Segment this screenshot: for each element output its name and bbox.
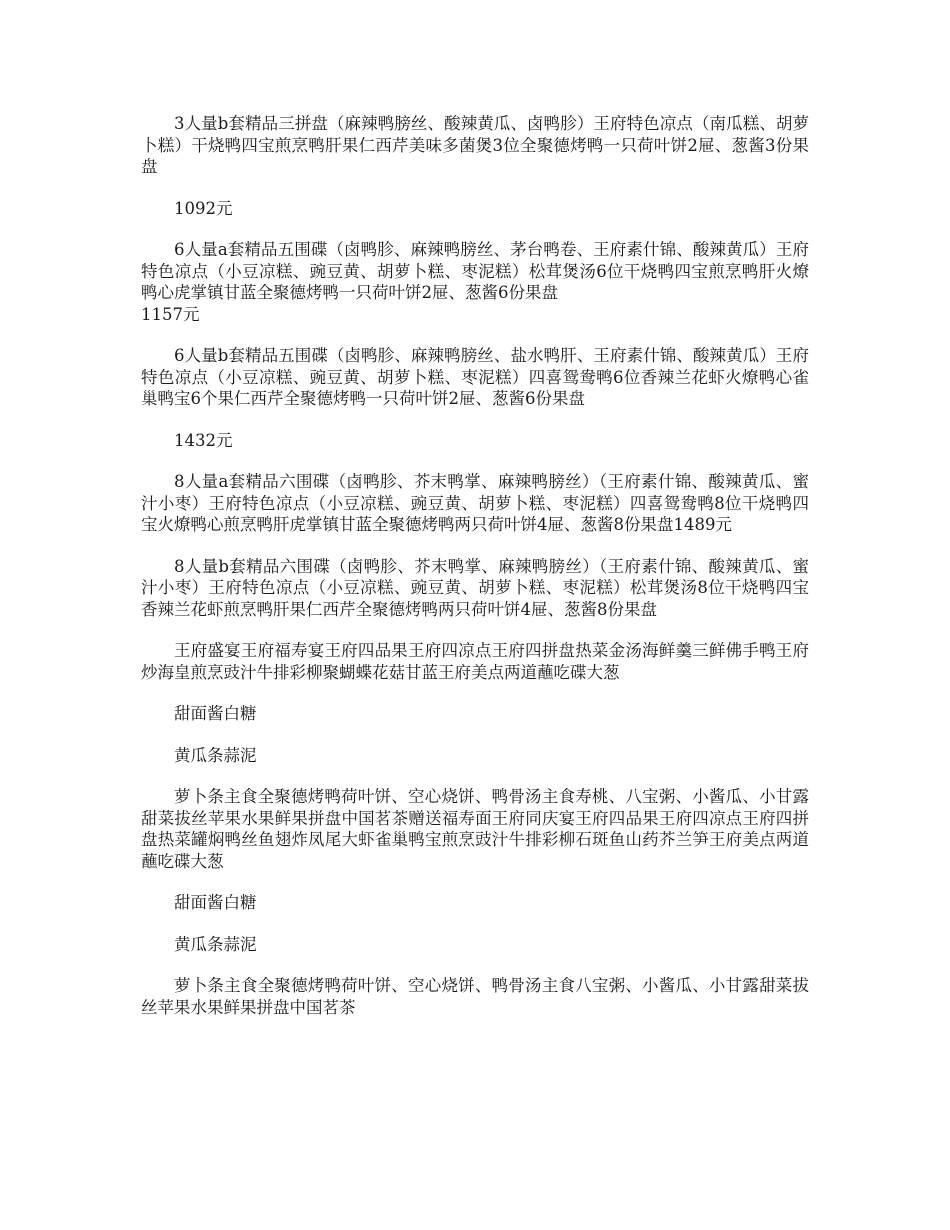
banquet-staples-final: 萝卜条主食全聚德烤鸭荷叶饼、空心烧饼、鸭骨汤主食八宝粥、小酱瓜、小甘露甜菜拔丝苹果水果鲜果拼盘中国茗茶 — [141, 976, 809, 1017]
menu-set-8a-price: 1489元 — [673, 515, 732, 534]
condiment-line-cucumber-garlic: 黄瓜条蒜泥 — [174, 745, 257, 765]
menu-set-8b-description: 8人量b套精品六围碟（卤鸭胗、芥末鸭掌、麻辣鸭膀丝）（王府素什锦、酸辣黄瓜、蜜汁小枣）王府特色凉点（小豆凉糕、豌豆黄、胡萝卜糕、枣泥糕）松茸煲汤8位干烧鸭四宝香辣兰花虾煎烹鸭肝果仁西芹全聚德烤鸭两只荷叶饼4屉、葱酱8份果盘 — [141, 556, 809, 619]
menu-set-6a-price: 1157元 — [141, 304, 200, 324]
banquet-wangfu-fushou: 王府盛宴王府福寿宴王府四品果王府四凉点王府四拼盘热菜金汤海鲜羹三鲜佛手鸭王府炒海皇煎烹豉汁牛排彩柳聚蝴蝶花菇甘蓝王府美点两道蘸吃碟大葱 — [141, 641, 809, 682]
condiment-line-sauce-sugar: 甜面酱白糖 — [174, 704, 257, 723]
menu-set-6b-description: 6人量b套精品五围碟（卤鸭胗、麻辣鸭膀丝、盐水鸭肝、王府素什锦、酸辣黄瓜）王府特色凉点（小豆凉糕、豌豆黄、胡萝卜糕、枣泥糕）四喜鸳鸯鸭6位香辣兰花虾火燎鸭心雀巢鸭宝6个果仁西芹全聚德烤鸭一只荷叶饼2屉、葱酱6份果盘 — [141, 346, 809, 408]
menu-set-3b-description: 3人量b套精品三拼盘（麻辣鸭膀丝、酸辣黄瓜、卤鸭胗）王府特色凉点（南瓜糕、胡萝卜糕）干烧鸭四宝煎烹鸭肝果仁西芹美味多菌煲3位全聚德烤鸭一只荷叶饼2屉、葱酱3份果盘 — [141, 114, 809, 176]
menu-set-3b-price: 1092元 — [174, 198, 233, 218]
menu-set-6b-price: 1432元 — [174, 430, 233, 450]
menu-set-8a-description — [141, 471, 809, 536]
condiment-line-sauce-sugar-2: 甜面酱白糖 — [174, 893, 257, 912]
menu-set-6a-description: 6人量a套精品五围碟（卤鸭胗、麻辣鸭膀丝、茅台鸭卷、王府素什锦、酸辣黄瓜）王府特色凉点（小豆凉糕、豌豆黄、胡萝卜糕、枣泥糕）松茸煲汤6位干烧鸭四宝煎烹鸭肝火燎鸭心虎掌镇甘蓝全聚德烤鸭一只荷叶饼2屉、葱酱6份果盘 — [141, 240, 809, 302]
menu-set-8a-text: 8人量a套精品六围碟（卤鸭胗、芥末鸭掌、麻辣鸭膀丝）（王府素什锦、酸辣黄瓜、蜜汁小枣）王府特色凉点（小豆凉糕、豌豆黄、胡萝卜糕、枣泥糕）四喜鸳鸯鸭8位干烧鸭四宝火燎鸭心煎烹鸭肝虎掌镇甘蓝全聚德烤鸭两只荷叶饼4屉、葱酱8份果盘 — [141, 472, 809, 534]
condiment-line-cucumber-garlic-2: 黄瓜条蒜泥 — [174, 934, 257, 954]
document-body — [141, 113, 809, 1038]
banquet-staples-and-tongqing: 萝卜条主食全聚德烤鸭荷叶饼、空心烧饼、鸭骨汤主食寿桃、八宝粥、小酱瓜、小甘露甜菜拔丝苹果水果鲜果拼盘中国茗茶赠送福寿面王府同庆宴王府四品果王府四凉点王府四拼盘热菜罐焖鸭丝鱼翅炸凤尾大虾雀巢鸭宝煎烹豉汁牛排彩柳石斑鱼山药芥兰笋王府美点两道蘸吃碟大葱 — [141, 787, 809, 871]
